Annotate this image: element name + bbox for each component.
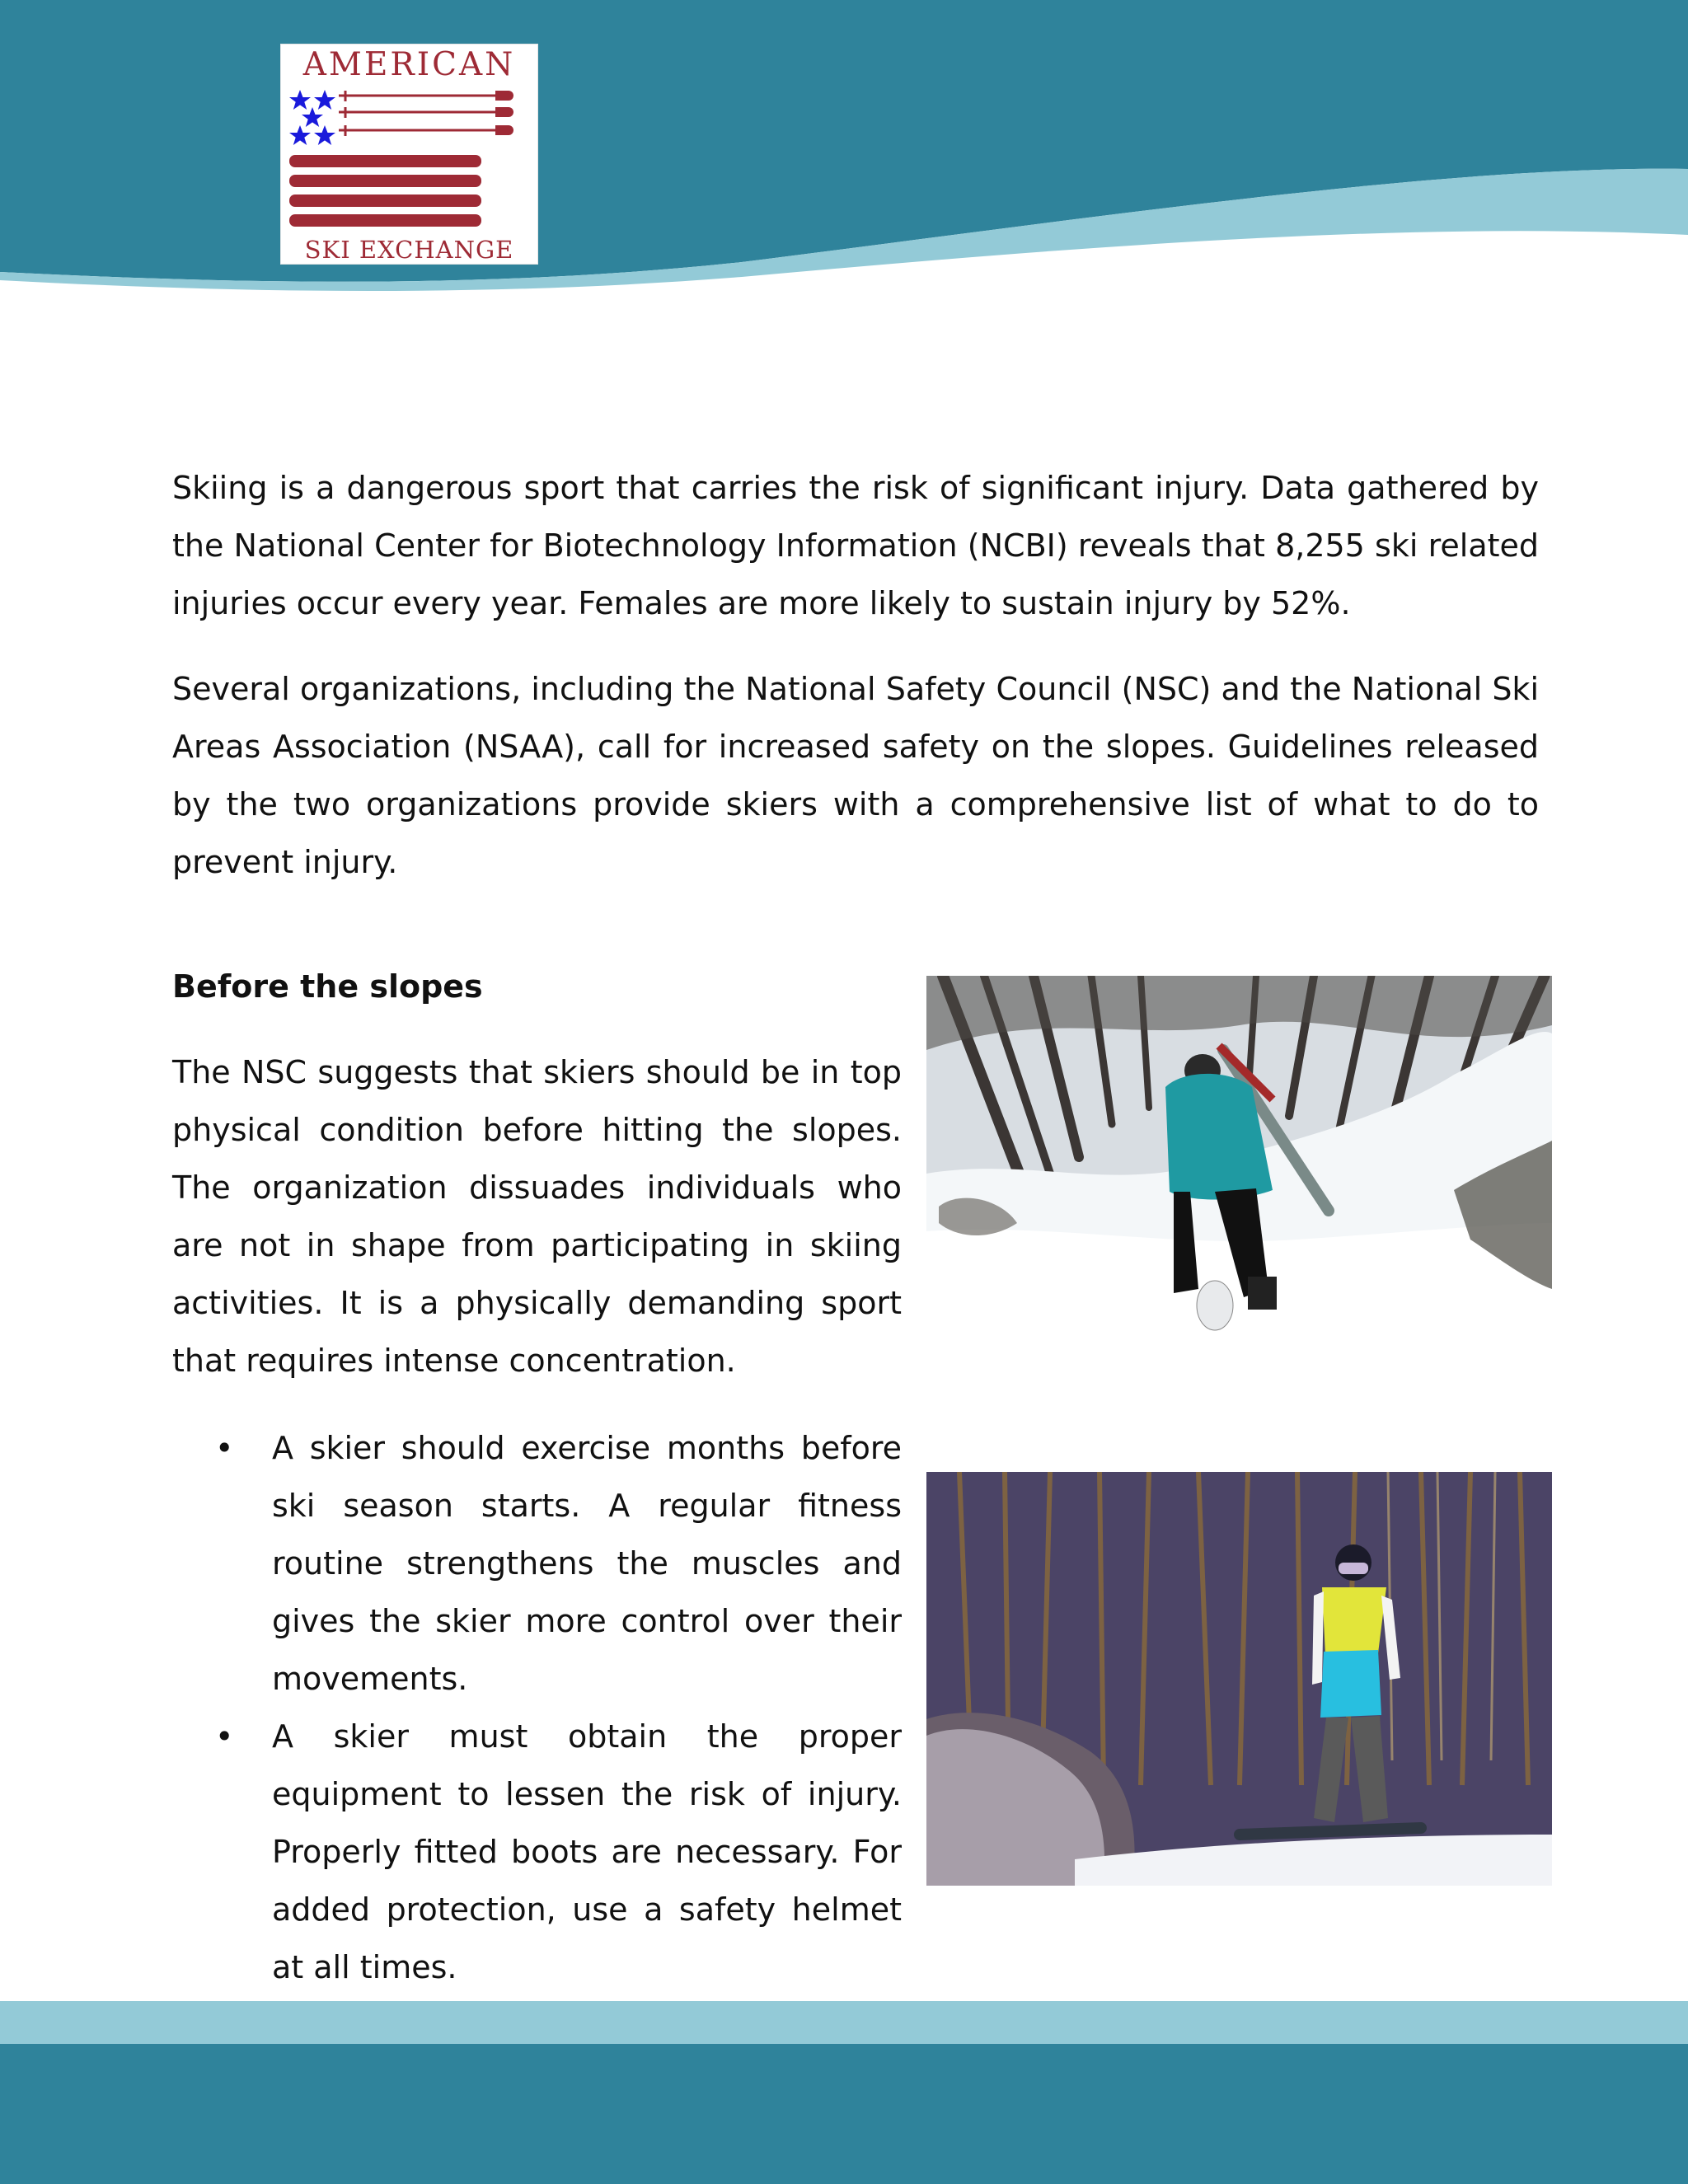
section-paragraph: The NSC suggests that skiers should be in top physical condition before hitting the slopes. The organization dissuades individuals who are not in shape from participating in skiing activities. It is a physically demanding sport that requires intense concentration. <box>172 1054 902 1379</box>
bullet-list <box>172 1419 902 1996</box>
list-item <box>172 1708 902 1996</box>
photo-skier-climbing-forest <box>926 976 1552 1393</box>
footer-light-band <box>0 2001 1688 2044</box>
bullet-dot-icon: • <box>215 1430 234 1466</box>
intro-paragraph-1: Skiing is a dangerous sport that carries the risk of significant injury. Data gathered by the National Center for Biotechnology Information (NCBI) reveals that 8,255 ski related injuries occur every year. Females are more likely to sustain injury by 52%. <box>172 470 1539 621</box>
logo-flag-skis-icon <box>289 87 529 236</box>
logo-subtitle-text: SKI EXCHANGE <box>304 236 514 264</box>
bullet-dot-icon: • <box>215 1718 234 1755</box>
photo-snowboarder-forest <box>926 1472 1552 1886</box>
header-wave-banner <box>0 0 1688 305</box>
footer-dark-band <box>0 2044 1688 2184</box>
section-heading: Before the slopes <box>172 968 483 1005</box>
bullet-text: A skier must obtain the proper equipment to lessen the risk of injury. Properly fitted boots are necessary. For added protection, use a safety helmet at all times. <box>272 1718 902 1985</box>
logo-title-text: AMERICAN <box>302 46 516 83</box>
list-item <box>172 1419 902 1708</box>
american-ski-exchange-logo <box>281 45 537 264</box>
bullet-text: A skier should exercise months before ski season starts. A regular fitness routine strengthens the muscles and gives the skier more control over their movements. <box>272 1430 902 1697</box>
intro-paragraph-2: Several organizations, including the National Safety Council (NSC) and the National Ski Areas Association (NSAA), call for increased safety on the slopes. Guidelines released by the two organizations provide skiers with a comprehensive list of what to do to prevent injury. <box>172 671 1539 880</box>
